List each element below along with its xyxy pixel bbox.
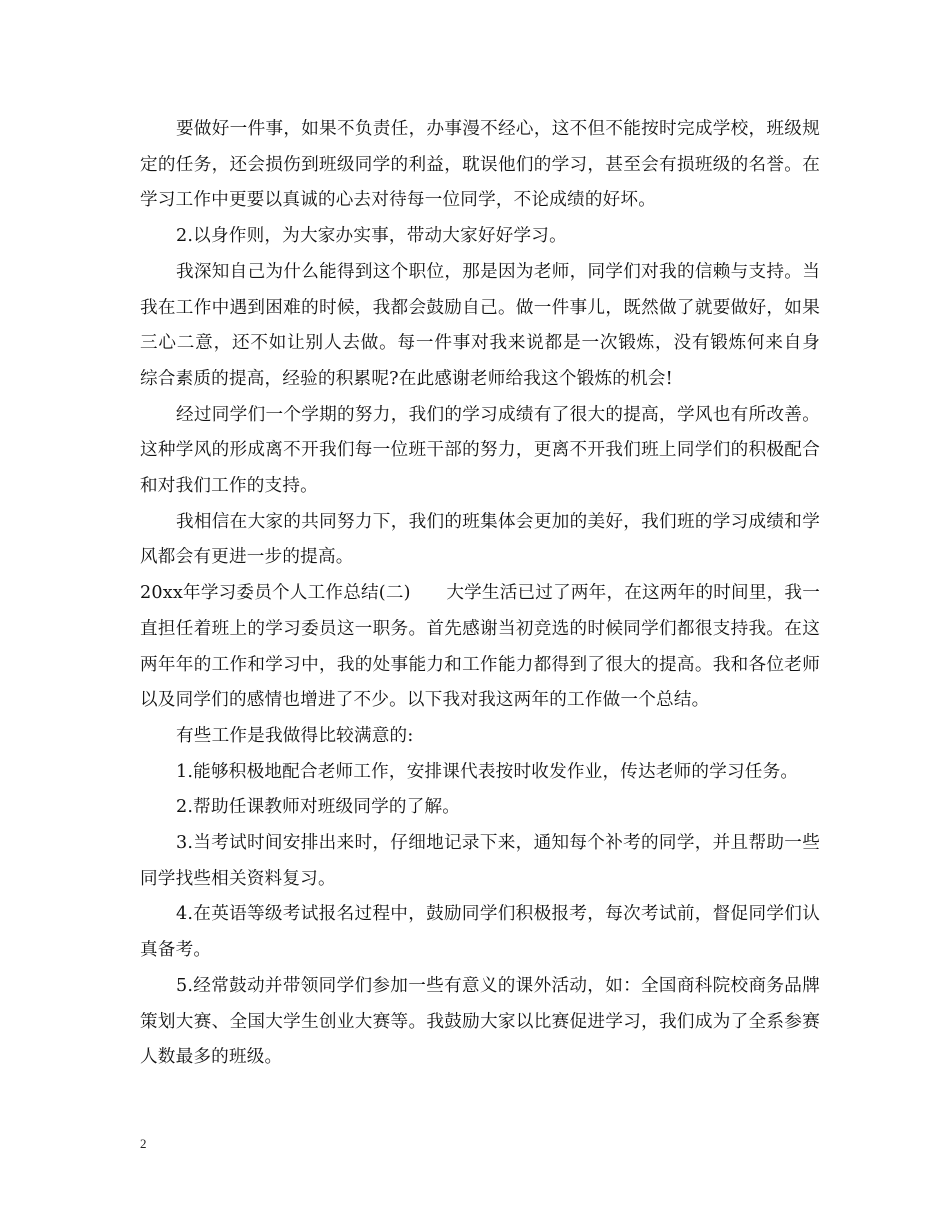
list-item-1: 1.能够积极地配合老师工作，安排课代表按时收发作业，传达老师的学习任务。 bbox=[176, 761, 799, 782]
paragraph-lead-by-example: 2.以身作则，为大家办实事，带动大家好好学习。 bbox=[176, 226, 567, 247]
list-item-3: 3.当考试时间安排出来时，仔细地记录下来，通知每个补考的同学，并且帮助一些同学找些相关资料复习。 bbox=[140, 833, 820, 889]
document-body bbox=[140, 112, 820, 1076]
section-heading: 20xx年学习委员个人工作总结(二) bbox=[140, 583, 411, 604]
paragraph-class-future: 我相信在大家的共同努力下，我们的班集体会更加的美好，我们班的学习成绩和学风都会有更进一步的提高。 bbox=[140, 511, 820, 568]
paragraph-satisfied-work: 有些工作是我做得比较满意的: bbox=[176, 725, 414, 746]
section-heading-gap bbox=[411, 583, 447, 603]
list-item-5: 5.经常鼓动并带领同学们参加一些有意义的课外活动，如：全国商科院校商务品牌策划大赛、全国大学生创业大赛等。我鼓励大家以比赛促进学习，我们成为了全系参赛人数最多的班级。 bbox=[140, 975, 820, 1068]
section-intro: 大学生活已过了两年，在这两年的时间里，我一直担任着班上的学习委员这一职务。首先感谢当初竞选的时候同学们都很支持我。在这两年年的工作和学习中，我的处事能力和工作能力都得到了很大的提高。我和各位老师以及同学们的感情也增进了不少。以下我对我这两年的工作做一个总结。 bbox=[140, 583, 821, 711]
paragraph-study-atmosphere: 经过同学们一个学期的努力，我们的学习成绩有了很大的提高，学风也有所改善。这种学风的形成离不开我们每一位班干部的努力，更离不开我们班上同学们的积极配合和对我们工作的支持。 bbox=[140, 404, 820, 497]
paragraph-trust-and-support: 我深知自己为什么能得到这个职位，那是因为老师，同学们对我的信赖与支持。当我在工作中遇到困难的时候，我都会鼓励自己。做一件事儿，既然做了就要做好，如果三心二意，还不如让别人去做。每一件事对我来说都是一次锻炼，没有锻炼何来自身 综合素质的提高，经验的积累呢?在此感谢老师给我这个锻炼的机会! bbox=[140, 261, 820, 389]
section-two-paragraph bbox=[140, 576, 820, 719]
list-item-4: 4.在英语等级考试报名过程中，鼓励同学们积极报考，每次考试前，督促同学们认真备考。 bbox=[140, 904, 820, 961]
page-number: 2 bbox=[140, 1136, 147, 1151]
paragraph-responsibility: 要做好一件事，如果不负责任，办事漫不经心，这不但不能按时完成学校，班级规定的任务，还会损伤到班级同学的利益，耽误他们的学习，甚至会有损班级的名誉。在学习工作中更要以真诚的心去对待每一位同学，不论成绩的好坏。 bbox=[140, 119, 820, 211]
list-item-2: 2.帮助任课教师对班级同学的了解。 bbox=[176, 797, 461, 818]
